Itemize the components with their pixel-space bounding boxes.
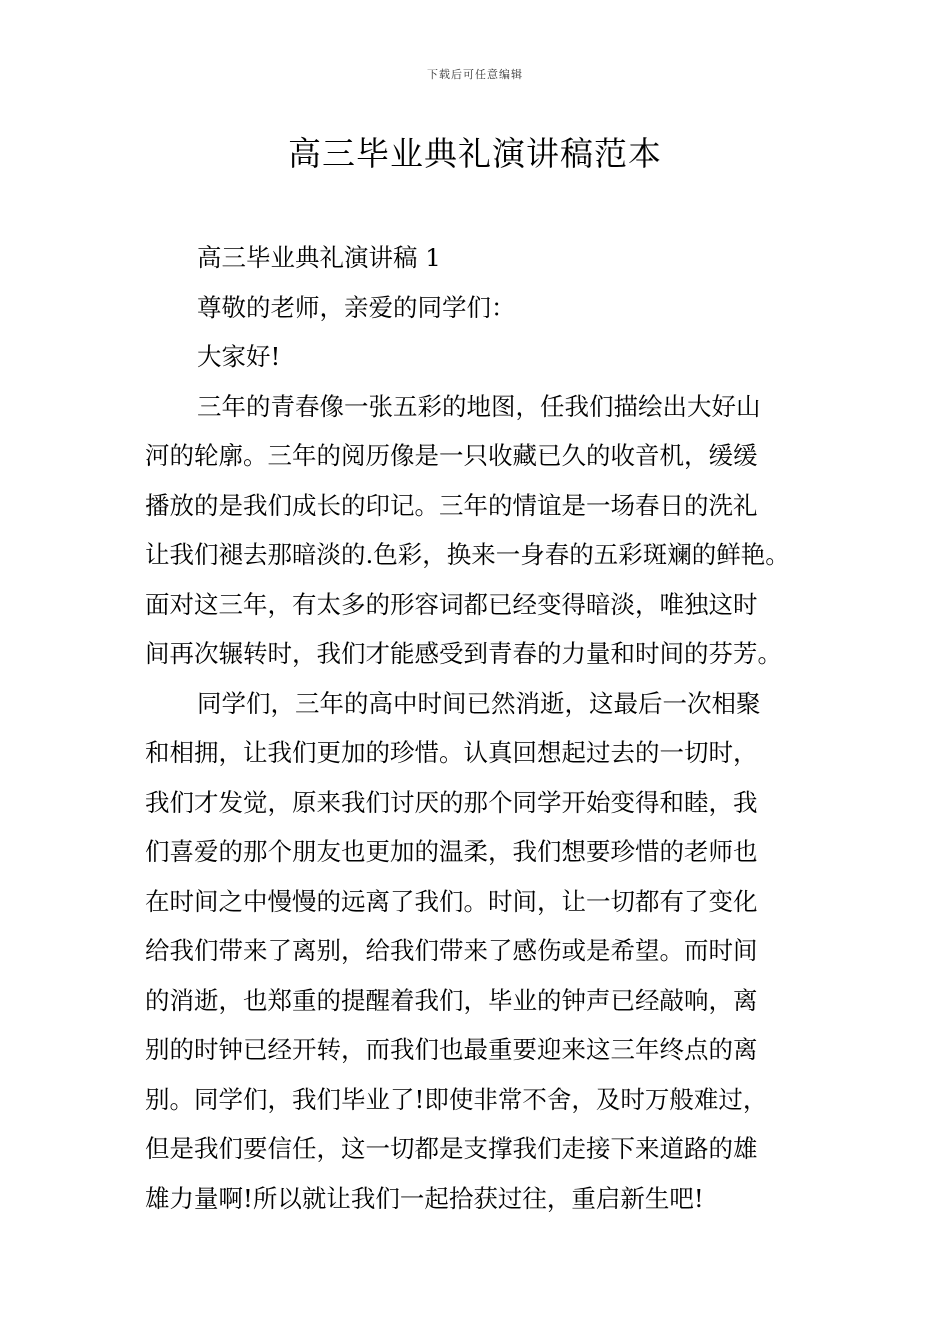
paragraph-2-line: 在时间之中慢慢的远离了我们。时间，让一切都有了变化: [145, 886, 758, 916]
paragraph-2-line: 但是我们要信任，这一切都是支撑我们走接下来道路的雄: [145, 1134, 758, 1163]
paragraph-1-line: 面对这三年，有太多的形容词都已经变得暗淡，唯独这时: [145, 589, 758, 619]
paragraph-1-line: 河的轮廓。三年的阅历像是一只收藏已久的收音机，缓缓: [145, 441, 758, 470]
paragraph-2-line: 们喜爱的那个朋友也更加的温柔，我们想要珍惜的老师也: [145, 837, 758, 866]
paragraph-2-line: 别的时钟已经开转，而我们也最重要迎来这三年终点的离: [145, 1035, 758, 1064]
paragraph-2-line: 给我们带来了离别，给我们带来了感伤或是希望。而时间: [145, 936, 758, 965]
paragraph-1-line: 让我们褪去那暗淡的.色彩，换来一身春的五彩斑斓的鲜艳。: [145, 540, 790, 569]
paragraph-2-line: 的消逝，也郑重的提醒着我们，毕业的钟声已经敲响，离: [145, 985, 758, 1015]
header-note: 下载后可任意编辑: [427, 68, 523, 81]
greeting: 大家好!: [197, 342, 281, 371]
document-title: 高三毕业典礼演讲稿范本: [288, 134, 662, 173]
speech-heading: 高三毕业典礼演讲稿 1: [197, 243, 441, 272]
paragraph-2-line: 我们才发觉，原来我们讨厌的那个同学开始变得和睦，我: [145, 787, 758, 817]
paragraph-2-line: 雄力量啊!所以就让我们一起拾获过往，重启新生吧!: [145, 1183, 704, 1213]
paragraph-2-line: 同学们，三年的高中时间已然消逝，这最后一次相聚: [197, 688, 761, 718]
paragraph-1-line: 间再次辗转时，我们才能感受到青春的力量和时间的芬芳。: [145, 639, 782, 668]
paragraph-2-line: 别。同学们，我们毕业了!即使非常不舍，及时万般难过，: [145, 1084, 768, 1114]
salutation: 尊敬的老师，亲爱的同学们：: [197, 292, 516, 322]
paragraph-1-line: 三年的青春像一张五彩的地图，任我们描绘出大好山: [197, 391, 761, 421]
document-body: [145, 233, 805, 1223]
paragraph-1-line: 播放的是我们成长的印记。三年的情谊是一场春日的洗礼: [145, 490, 758, 520]
paragraph-2-line: 和相拥，让我们更加的珍惜。认真回想起过去的一切时，: [145, 738, 758, 767]
